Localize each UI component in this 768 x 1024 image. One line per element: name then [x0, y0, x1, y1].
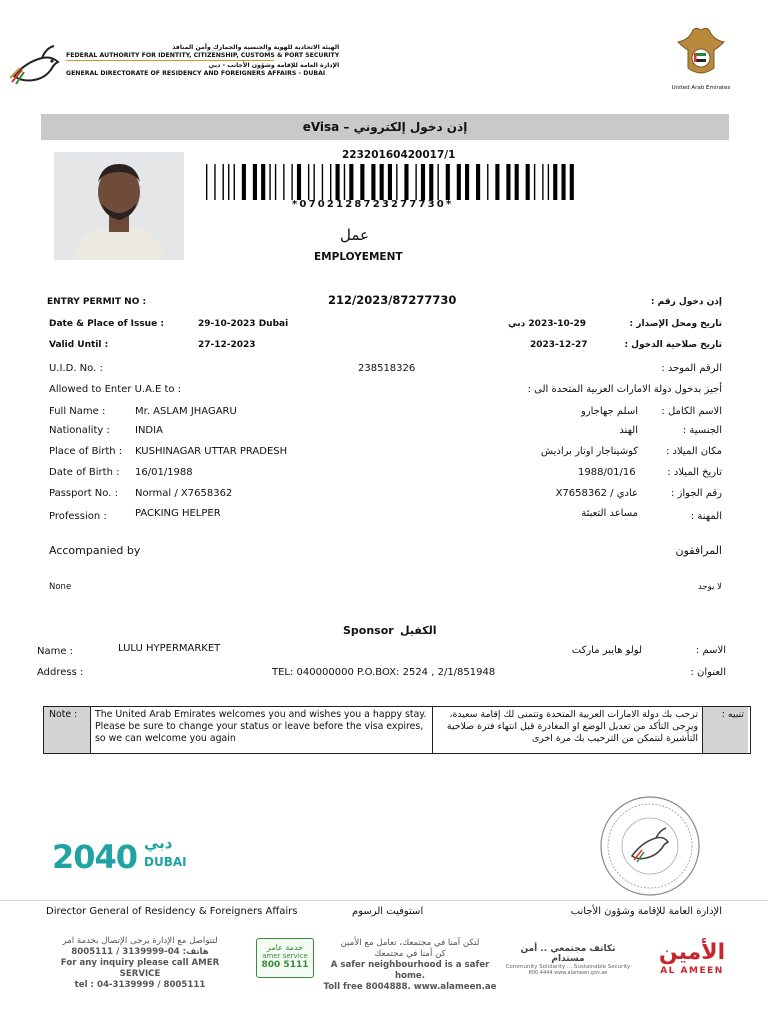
person-value-ar: 1988/01/16	[578, 467, 636, 478]
official-stamp-seal	[598, 794, 702, 898]
barcode-bar	[548, 164, 549, 200]
issue-value-en: 29-10-2023 Dubai	[198, 319, 289, 329]
barcode-graphic	[206, 164, 578, 200]
accompanied-value-ar: لا يوجد	[697, 582, 722, 592]
al-ameen-ar: الأمين	[658, 940, 726, 965]
barcode-bar	[561, 164, 565, 200]
person-label-ar: رقم الجواز :	[670, 488, 722, 499]
barcode-bar	[421, 164, 425, 200]
person-value-ar: كوشيناجار اوتار براديش	[540, 446, 638, 457]
allowed-label-ar: أجيز بدخول دولة الامارات العربية المتحدة الى :	[527, 384, 722, 395]
person-value-en: Mr. ASLAM JHAGARU	[135, 406, 237, 417]
authority-name-ar: الهيئة الاتحادية للهوية والجنسية والجمارك وأمن المنافذ	[172, 44, 340, 51]
amer-service-logo	[256, 938, 314, 978]
allowed-label-en: Allowed to Enter U.A.E to :	[49, 384, 182, 395]
barcode-bar	[313, 164, 314, 200]
barcode-bar	[371, 164, 375, 200]
sponsor-name-value-en: LULU HYPERMARKET	[118, 643, 221, 654]
barcode-bar	[515, 164, 519, 200]
barcode-bar	[223, 164, 224, 200]
valid-label-ar: تاريخ صلاحية الدخول :	[624, 340, 722, 350]
barcode-bar	[396, 164, 397, 200]
barcode-bar	[297, 164, 301, 200]
sponsor-name-label-en: Name :	[37, 646, 74, 657]
dubai-2040-en: DUBAI	[144, 855, 187, 869]
al-ameen-en: AL AMEEN	[660, 966, 724, 976]
person-value-ar: مساعد التعبئة	[581, 508, 638, 519]
note-label-ar: تنبيه :	[721, 709, 744, 720]
amer-logo-number: 800 5111	[261, 960, 309, 970]
person-value-en: KUSHINAGAR UTTAR PRADESH	[135, 446, 288, 457]
entry-permit-value: 212/2023/87277730	[328, 293, 457, 307]
alameen-msg-en-1: A safer neighbourhood is a safer home.	[330, 960, 490, 981]
amer-contact-en-1: For any inquiry please call AMER SERVICE	[60, 958, 220, 979]
sponsor-title-en: Sponsor	[343, 624, 394, 637]
barcode-bar	[457, 164, 461, 200]
note-text-cell-ar	[433, 707, 703, 753]
alameen-msg-ar-1: لتكن آمنا في مجتمعك، تعامل مع الأمين	[340, 938, 480, 948]
barcode-bar	[380, 164, 384, 200]
accompanied-value-en: None	[49, 582, 72, 592]
barcode-bar	[446, 164, 450, 200]
person-value-en: Normal / X7658362	[135, 488, 233, 499]
person-label-en: Nationality :	[49, 425, 110, 436]
person-label-ar: المهنة :	[690, 511, 722, 522]
person-value-en: INDIA	[135, 425, 163, 436]
uae-emblem-caption: United Arab Emirates	[671, 85, 731, 91]
issue-label-en: Date & Place of Issue :	[49, 319, 164, 329]
director-general-en: Director General of Residency & Foreigners Affairs	[46, 906, 298, 917]
barcode-bar	[506, 164, 510, 200]
valid-value-en: 27-12-2023	[198, 340, 256, 350]
al-ameen-logo	[644, 940, 740, 976]
barcode-bar	[437, 164, 438, 200]
person-label-en: Profession :	[49, 511, 107, 522]
dubai-2040-ar: دبي	[144, 834, 173, 852]
barcode-bar	[308, 164, 309, 200]
person-label-ar: الجنسية :	[682, 425, 722, 436]
sponsor-title-ar: الكفيل	[400, 624, 437, 637]
evisa-title-bar	[41, 114, 729, 140]
barcode-bar	[526, 164, 530, 200]
barcode-bar	[360, 164, 364, 200]
sponsor-address-label-en: Address :	[37, 667, 84, 678]
entry-permit-label-ar: إذن دخول رقم :	[650, 297, 722, 307]
note-table	[43, 706, 751, 754]
amer-contact-block	[40, 936, 240, 991]
director-general-ar: الإدارة العامة للإقامة وشؤون الأجانب	[570, 906, 722, 917]
barcode-bar	[234, 164, 235, 200]
barcode-bar	[534, 164, 535, 200]
barcode-bar	[206, 164, 207, 200]
uid-label-en: U.I.D. No. :	[49, 363, 103, 374]
accompanied-label-ar: المرافقون	[675, 544, 722, 557]
authority-text-block	[66, 44, 339, 77]
uid-label-ar: الرقم الموحد :	[661, 363, 722, 374]
barcode-bar	[275, 164, 276, 200]
fees-paid-ar: استوفيت الرسوم	[352, 906, 424, 917]
barcode-bar	[322, 164, 323, 200]
barcode-bar	[388, 164, 392, 200]
community-solidarity-block	[504, 944, 632, 976]
alameen-message-block	[322, 938, 498, 993]
uid-value: 238518326	[358, 363, 416, 374]
barcode-bar	[336, 164, 340, 200]
alameen-msg-ar-2: كن أمنا في مجتمعك	[374, 949, 446, 959]
barcode-bar	[344, 164, 345, 200]
barcode-bar	[570, 164, 574, 200]
community-contact: 800 4444 www.alameen.gov.ae	[528, 970, 608, 976]
barcode-bar	[415, 164, 416, 200]
sponsor-address-value: TEL: 040000000 P.O.BOX: 2524 , 2/1/851948	[272, 667, 496, 678]
federal-authority-falcon-logo	[8, 42, 64, 88]
visa-type-en: EMPLOYEMENT	[314, 251, 403, 263]
barcode-bar	[242, 164, 246, 200]
issue-value-ar: 2023-10-29 دبي	[508, 319, 586, 329]
valid-label-en: Valid Until :	[49, 340, 109, 350]
directorate-name-en: GENERAL DIRECTORATE OF RESIDENCY AND FOREIGNERS AFFAIRS - DUBAI	[66, 69, 326, 77]
community-en: Community Solidarity ... Sustainable Security	[505, 964, 631, 970]
accompanied-label-en: Accompanied by	[49, 544, 141, 557]
note-text-cell-en	[91, 707, 433, 753]
note-label-cell-en	[44, 707, 91, 753]
person-label-ar: الاسم الكامل :	[661, 406, 722, 417]
amer-contact-en-2: tel : 04-3139999 / 8005111	[74, 980, 206, 990]
visa-type-ar: عمل	[340, 226, 369, 244]
barcode-bar	[349, 164, 353, 200]
person-value-ar: الهند	[619, 425, 638, 436]
barcode-bar	[228, 164, 229, 200]
barcode-bar	[476, 164, 480, 200]
barcode-bar	[553, 164, 557, 200]
barcode-bar	[487, 164, 488, 200]
applicant-portrait	[54, 152, 184, 260]
sponsor-name-label-ar: الاسم :	[695, 645, 726, 656]
uae-emblem-icon	[674, 24, 728, 84]
barcode-bar	[404, 164, 408, 200]
person-value-ar: اسلم جهاجارو	[580, 406, 638, 417]
directorate-name-ar: الإدارة العامة للإقامة وشؤون الأجانب - دبي	[208, 62, 340, 70]
applicant-photo	[54, 152, 184, 260]
person-label-en: Date of Birth :	[49, 467, 120, 478]
amer-logo-ar: خدمة عامر	[266, 943, 304, 952]
note-label-en: Note :	[49, 709, 78, 720]
barcode-bar	[542, 164, 543, 200]
barcode-text: *0702128723277730*	[292, 199, 454, 210]
entry-permit-label-en: ENTRY PERMIT NO :	[47, 297, 147, 307]
amer-contact-ar-2: هاتف: 04-3139999 / 8005111	[71, 947, 209, 957]
person-label-en: Full Name :	[49, 406, 106, 417]
note-text-en: The United Arab Emirates welcomes you and wishes you a happy stay. Please be sure to change your status or leave before the visa expires, so we can welcome you again	[95, 709, 427, 744]
barcode-bar	[330, 164, 331, 200]
person-value-en: 16/01/1988	[135, 467, 193, 478]
note-text-ar: ترحب بك دولة الامارات العربية المتحدة وتتمنى لك إقامة سعيدة، ويرجى التأكد من تعديل الوضع او المغادرة قبل انتهاء فترة صلاحية التأشيرة لنتمكن من الترحيب بك مرة اخرى	[446, 709, 698, 744]
issue-label-ar: تاريخ ومحل الإصدار :	[629, 319, 722, 329]
alameen-msg-en-2: Toll free 8004888. www.alameen.ae	[323, 982, 497, 992]
dubai-2040-number: 2040	[52, 838, 138, 876]
barcode-bar	[495, 164, 499, 200]
person-value-ar: X7658362 / عادي	[555, 488, 638, 499]
person-label-ar: تاريخ الميلاد :	[667, 467, 722, 478]
person-label-ar: مكان الميلاد :	[665, 446, 722, 457]
person-label-en: Place of Birth :	[49, 446, 123, 457]
barcode-bar	[269, 164, 270, 200]
note-label-cell-ar	[703, 707, 748, 753]
footer-divider	[0, 900, 768, 901]
person-label-en: Passport No. :	[49, 488, 118, 499]
barcode-bar	[283, 164, 284, 200]
sponsor-name-value-ar: لولو هايبر ماركت	[571, 645, 642, 656]
barcode-bar	[465, 164, 469, 200]
community-ar: تكاتف مجتمعي .. أمن مستدام	[520, 944, 616, 964]
evisa-title: eVisa – إذن دخول إلكتروني	[302, 120, 468, 134]
amer-contact-ar-1: لتتواصل مع الإدارة يرجى الإتصال بخدمة امر	[62, 936, 218, 946]
authority-name-en: FEDERAL AUTHORITY FOR IDENTITY, CITIZENSHIP, CUSTOMS & PORT SECURITY	[66, 51, 340, 59]
barcode-bar	[261, 164, 265, 200]
barcode-bar	[291, 164, 292, 200]
person-value-en: PACKING HELPER	[135, 508, 221, 519]
barcode-bar	[253, 164, 257, 200]
barcode-number: 22320160420017/1	[342, 149, 456, 161]
barcode-bar	[429, 164, 433, 200]
amer-logo-en: amer service	[262, 952, 308, 960]
valid-value-ar: 2023-12-27	[530, 340, 588, 350]
barcode-bar	[214, 164, 215, 200]
sponsor-address-label-ar: العنوان :	[690, 667, 726, 678]
